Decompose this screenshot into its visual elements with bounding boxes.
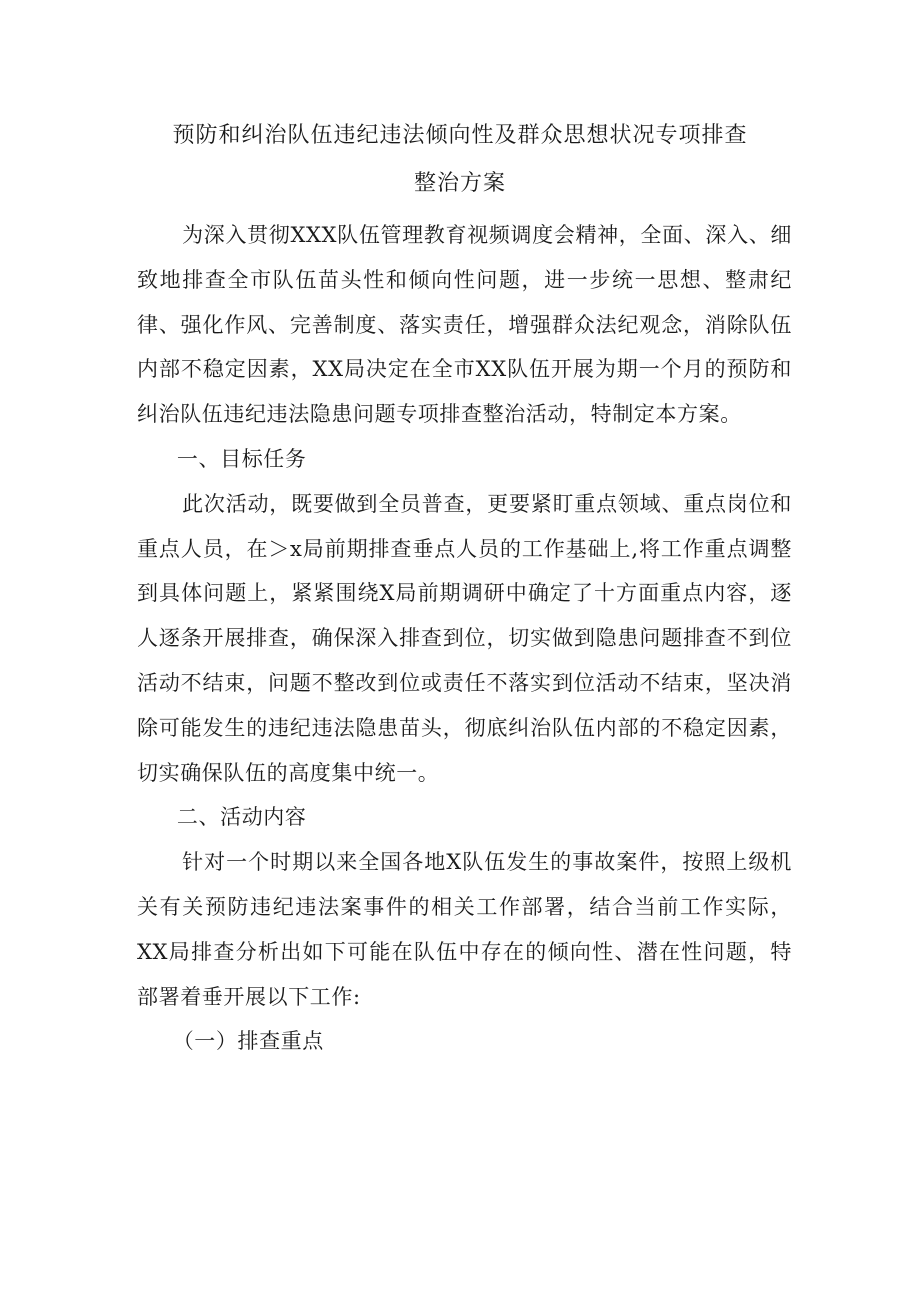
- subsection-1-heading: （一）排查重点: [172, 1029, 324, 1054]
- intro-paragraph: 为深入贯彻XXX队伍管理教育视频调度会精神，全面、深入、细致地排查全市队伍苗头性和倾向性问题，进一步统一思想、整肃纪律、强化作风、完善制度、落实责任，增强群众法纪观念，消除队伍内部不稳定因素，XX局决定在全市XX队伍开展为期一个月的预防和纠治队伍违纪违法隐患问题专项排查整治活动，特制定本方案。: [137, 223, 792, 427]
- document-title-line-2: 整治方案: [413, 171, 506, 196]
- section-2-paragraph: 针对一个时期以来全国各地X队伍发生的事故案件，按照上级机关有关预防违纪违法案事件的相关工作部署，结合当前工作实际，XX局排查分析出如下可能在队伍中存在的倾向性、潜在性问题，特部署着垂开展以下工作:: [137, 850, 792, 1009]
- document-title-line-1: 预防和纠治队伍违纪违法倾向性及群众思想状况专项排查: [172, 123, 748, 148]
- document-body: [137, 213, 792, 1064]
- section-1-paragraph: 此次活动，既要做到全员普查，更要紧盯重点领域、重点岗位和重点人员，在＞x局前期排查垂点人员的工作基础上,将工作重点调整到具体问题上，紧紧围绕X局前期调研中确定了十方面重点内容，逐人逐条开展排查，确保深入排查到位，切实做到隐患问题排查不到位活动不结束，问题不整改到位或责任不落实到位活动不结束，坚决消除可能发生的违纪违法隐患苗头，彻底纠治队伍内部的不稳定因素，切实确保队伍的高度集中统一。: [137, 491, 792, 785]
- section-1-heading: 一、目标任务: [176, 446, 307, 471]
- section-2-heading: 二、活动内容: [176, 805, 307, 830]
